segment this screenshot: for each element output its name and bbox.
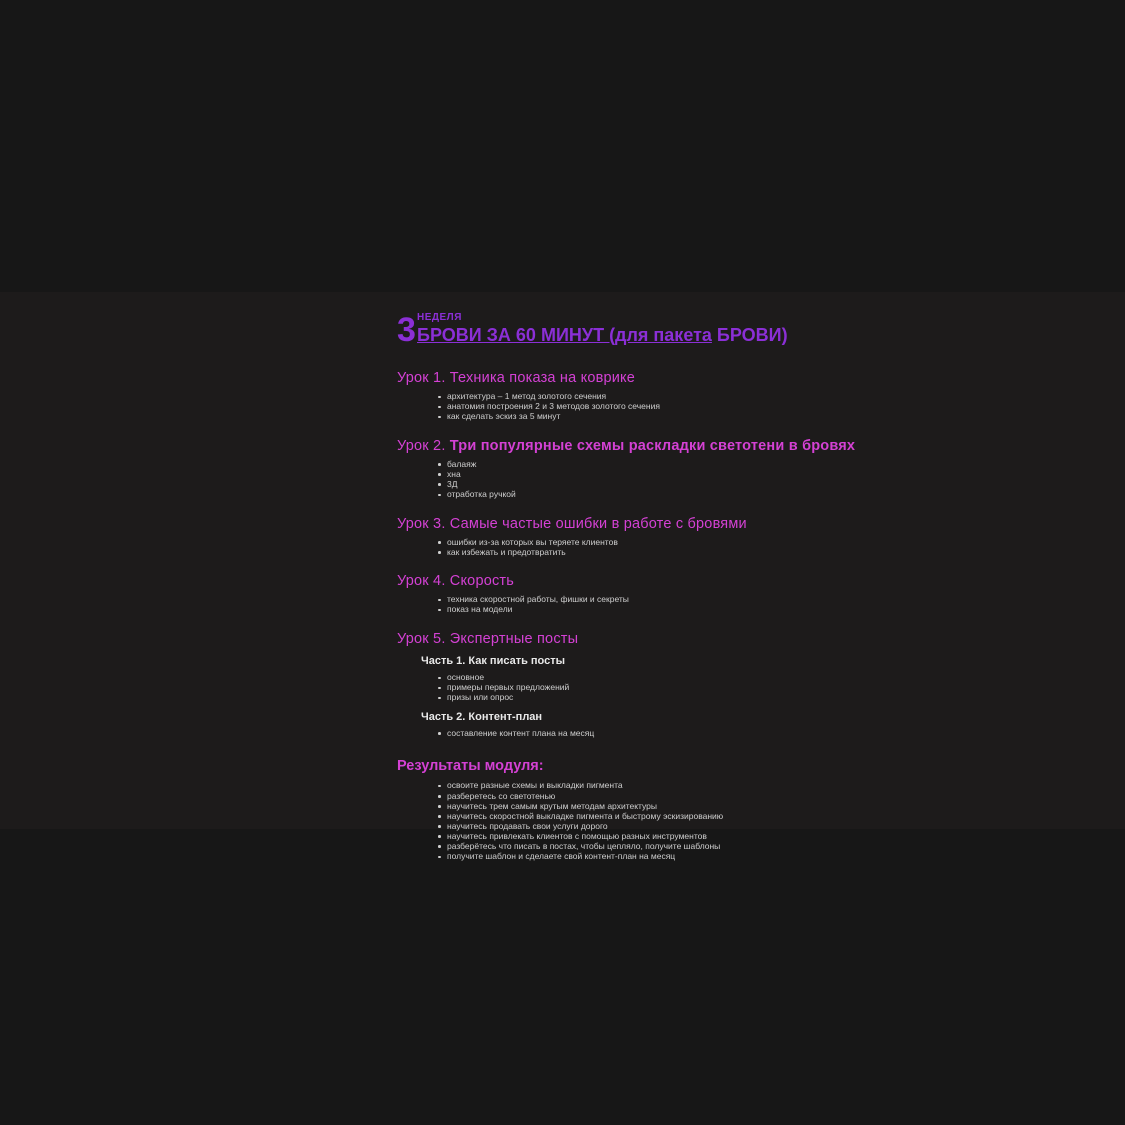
- results-block: [397, 758, 1097, 861]
- list-item: призы или опрос: [447, 693, 1097, 703]
- lesson-title: [397, 631, 1097, 647]
- list-item: архитектура – 1 метод золотого сечения: [447, 392, 1097, 402]
- lesson-bullet-list: [397, 595, 1097, 615]
- list-item: составление контент плана на месяц: [447, 729, 1097, 739]
- lesson-bullet-list: [397, 460, 1097, 500]
- list-item: научитесь привлекать клиентов с помощью разных инструментов: [447, 832, 1097, 842]
- lesson-bullet-list: [397, 392, 1097, 422]
- lesson-block: [397, 573, 1097, 615]
- list-item: как избежать и предотвратить: [447, 548, 1097, 558]
- lesson-title: [397, 370, 1097, 386]
- lesson-block: [397, 438, 1097, 500]
- lesson-block: [397, 631, 1097, 738]
- lesson-block: [397, 516, 1097, 558]
- lesson-title-main: Скорость: [449, 573, 515, 590]
- lesson-title: [397, 516, 1097, 532]
- list-item: научитесь продавать свои услуги дорого: [447, 822, 1097, 832]
- list-item: освоите разные схемы и выкладки пигмента: [447, 781, 1097, 791]
- part-bullet-list: [397, 673, 1097, 703]
- list-item: получите шаблон и сделаете свой контент-план на месяц: [447, 852, 1097, 862]
- lesson-part: [397, 655, 1097, 703]
- lesson-title-main: Три популярные схемы раскладки светотени в бровях: [449, 437, 856, 454]
- lesson-part: [397, 711, 1097, 739]
- results-bullet-list: [397, 781, 1097, 861]
- list-item: основное: [447, 673, 1097, 683]
- week-label: НЕДЕЛЯ: [417, 312, 462, 323]
- list-item: научитесь трем самым крутым методам архитектуры: [447, 802, 1097, 812]
- lesson-title-main: Самые частые ошибки в работе с бровями: [449, 515, 747, 532]
- lesson-bullet-list: [397, 538, 1097, 558]
- list-item: примеры первых предложений: [447, 683, 1097, 693]
- part-title: Часть 2. Контент-план: [421, 710, 543, 723]
- document-content: [397, 310, 1097, 862]
- lesson-title-prefix: Урок 2.: [397, 437, 450, 454]
- page-title-underlined: БРОВИ ЗА 60 МИНУТ (для пакета: [417, 325, 712, 345]
- lesson-title-prefix: Урок 4.: [397, 573, 450, 590]
- lesson-title-prefix: Урок 1.: [397, 370, 450, 386]
- list-item: научитесь скоростной выкладке пигмента и быстрому эскизированию: [447, 812, 1097, 822]
- list-item: показ на модели: [447, 605, 1097, 615]
- part-title: Часть 1. Как писать посты: [421, 655, 566, 668]
- lesson-title-main: Техника показа на коврике: [449, 370, 636, 386]
- module-header: [397, 310, 1097, 354]
- list-item: ошибки из-за которых вы теряете клиентов: [447, 538, 1097, 548]
- lesson-title: [397, 573, 1097, 589]
- results-title: Результаты модуля:: [397, 758, 544, 775]
- page-title-tail: БРОВИ): [711, 325, 788, 345]
- list-item: техника скоростной работы, фишки и секреты: [447, 595, 1097, 605]
- list-item: анатомия построения 2 и 3 методов золотого сечения: [447, 402, 1097, 412]
- lesson-title: [397, 438, 1097, 454]
- lesson-title-prefix: Урок 5.: [397, 631, 450, 648]
- lesson-block: [397, 370, 1097, 422]
- lesson-title-prefix: Урок 3.: [397, 515, 450, 532]
- list-item: разберетесь со светотенью: [447, 792, 1097, 802]
- list-item: отработка ручкой: [447, 490, 1097, 500]
- list-item: как сделать эскиз за 5 минут: [447, 412, 1097, 422]
- lesson-title-main: Экспертные посты: [449, 631, 579, 648]
- list-item: разберётесь что писать в постах, чтобы цепляло, получите шаблоны: [447, 842, 1097, 852]
- week-number: 3: [397, 311, 415, 349]
- list-item: 3Д: [447, 480, 1097, 490]
- list-item: балаяж: [447, 460, 1097, 470]
- part-bullet-list: [397, 729, 1097, 739]
- document-page: [0, 292, 1125, 862]
- page-title: [417, 325, 788, 346]
- list-item: хна: [447, 470, 1097, 480]
